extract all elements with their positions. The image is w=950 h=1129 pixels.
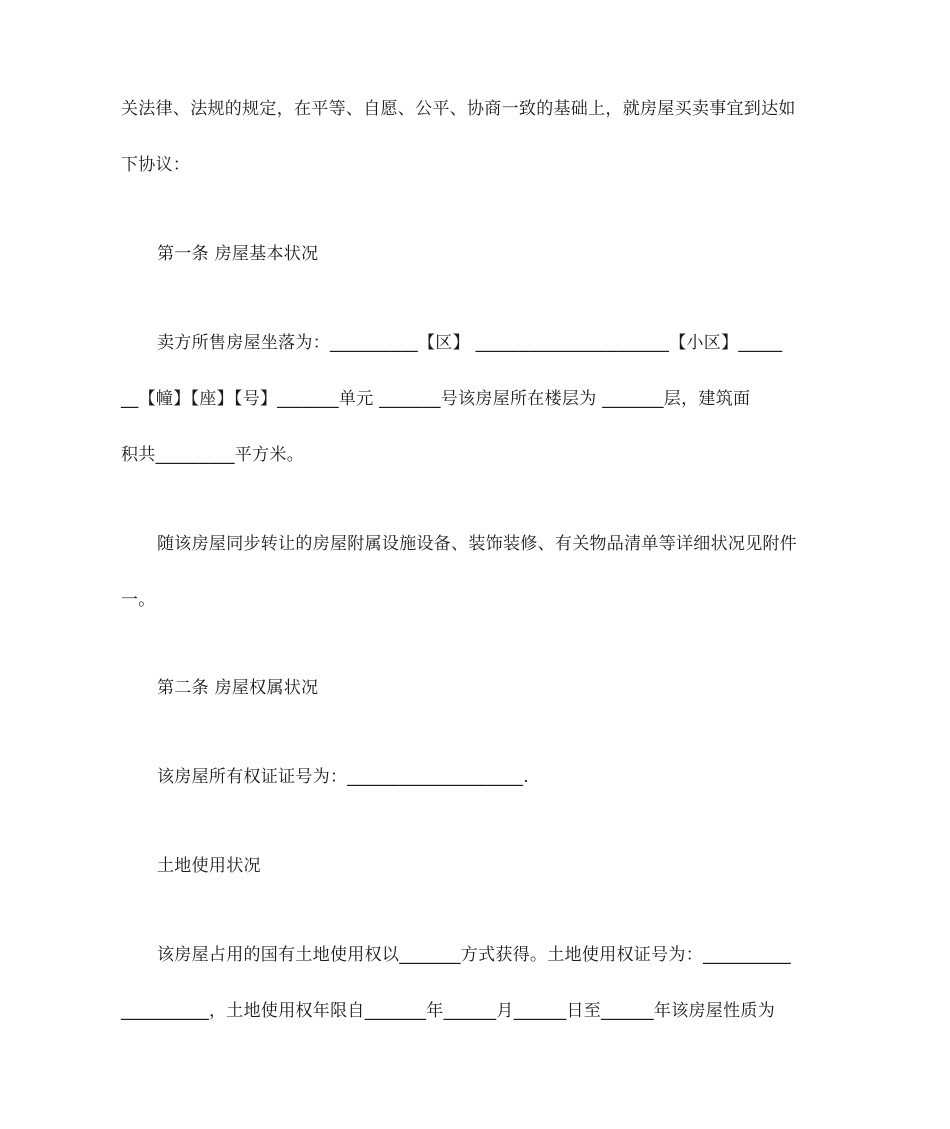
text-line-8: 一。 [121,590,156,610]
text-line-6: 积共_________平方米。 [121,445,304,465]
text-line-1: 关法律、法规的规定，在平等、自愿、公平、协商一致的基础上，就房屋买卖事宜到达如 [121,99,796,119]
text-line-13: __________，土地使用权年限自_______年______月______日至______年该房屋性质为 [121,1001,775,1021]
text-line-4: 卖方所售房屋坐落为：__________【区】 ______________________【小区】_____ [157,333,783,353]
article-2-heading: 第二条 房屋权属状况 [157,678,319,698]
section-heading-land: 土地使用状况 [157,856,261,876]
text-line-2: 下协议： [121,155,191,175]
text-line-10: 该房屋所有权证证号为：____________________. [157,767,530,787]
article-1-heading: 第一条 房屋基本状况 [157,244,319,264]
text-line-5: __【幢】【座】【号】_______单元 _______号该房屋所在楼层为 _______层，建筑面 [121,389,751,409]
text-line-12: 该房屋占用的国有土地使用权以_______方式获得。土地使用权证号为：__________ [157,945,791,965]
text-line-7: 随该房屋同步转让的房屋附属设施设备、装饰装修、有关物品清单等详细状况见附件 [157,534,798,554]
